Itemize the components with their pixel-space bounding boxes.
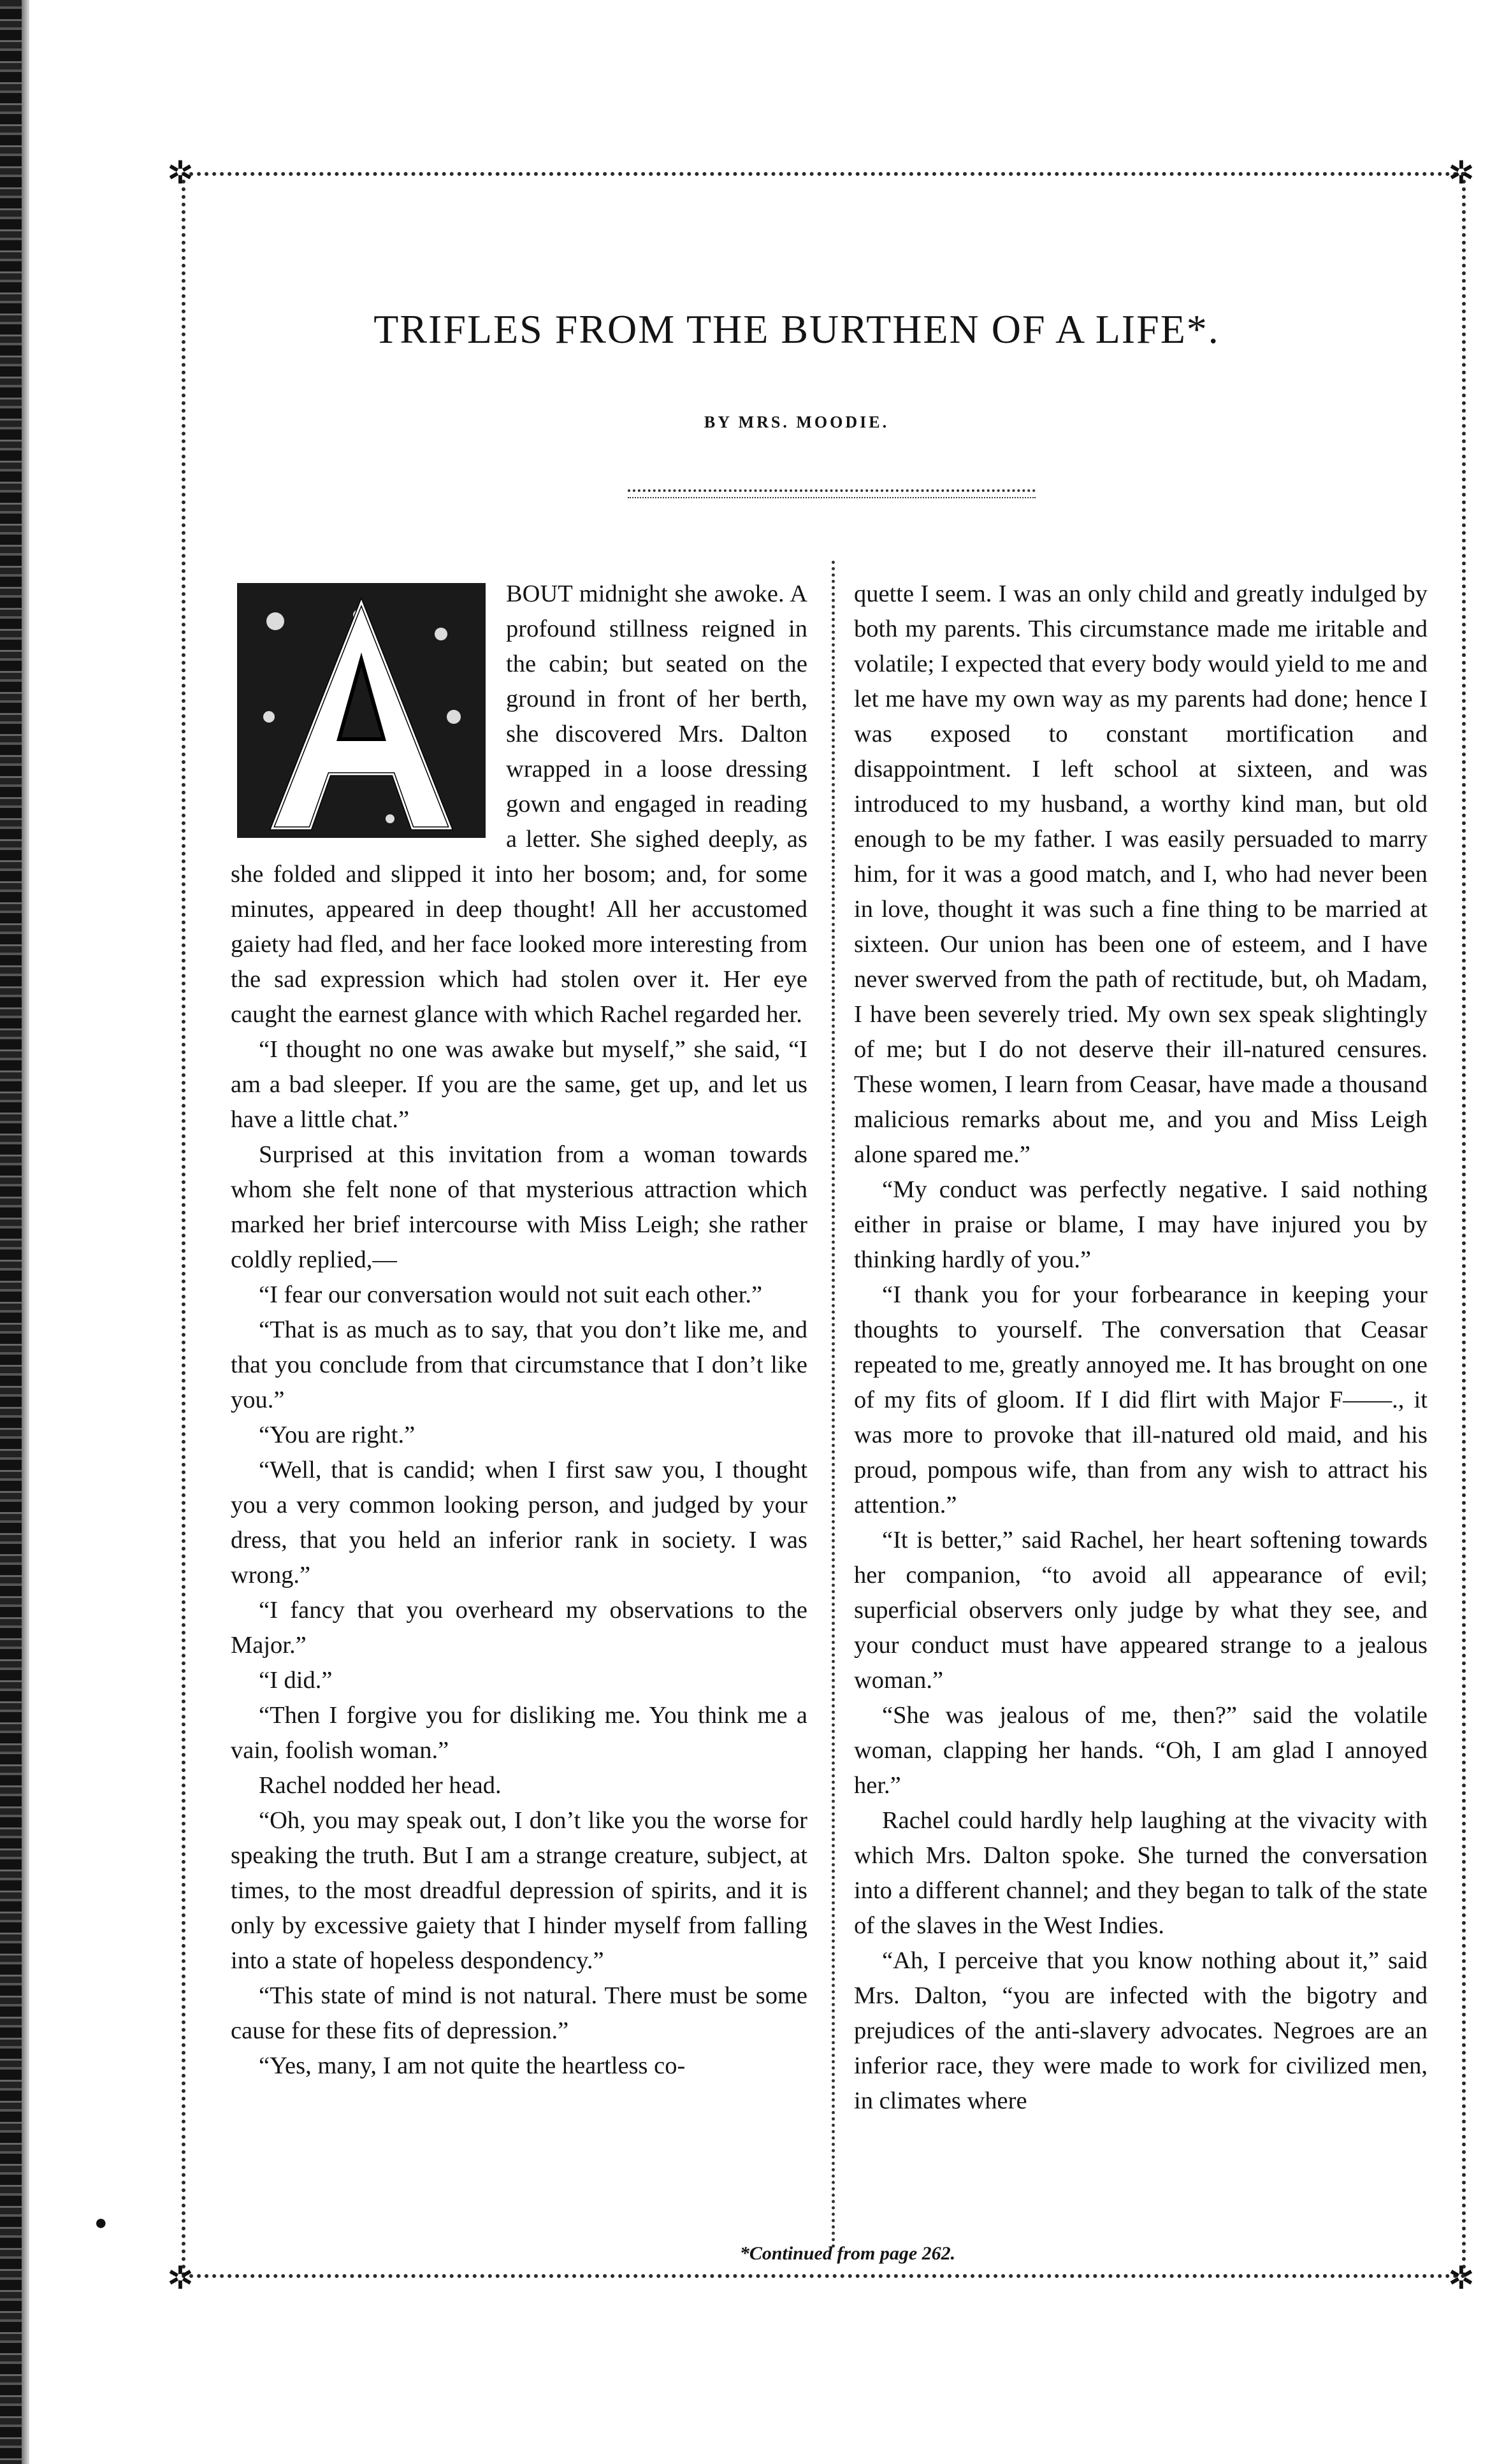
paragraph: BOUT midnight she awoke. A profound stillness reigned in the cabin; but seated on the ground in front of her berth, she discovered Mrs. Dalton wrapped in a loose dressing gown and engaged in reading a letter. She sighed deeply, as she folded and slipped it into her bosom; and, for some minutes, appeared in deep thought! All her accustomed gaiety had fled, and her face looked more interesting from the sad expression which had stolen over it. Her eye caught the earnest glance with which Rachel regarded her. — [231, 580, 807, 1028]
page-gutter-shadow — [22, 0, 29, 2464]
ink-blot: ● — [94, 2211, 108, 2235]
paragraph: “This state of mind is not natural. There must be some cause for these fits of depression.” — [231, 1982, 807, 2044]
paragraph: “Well, that is candid; when I first saw you, I thought you a very common looking person, and judged by your dress, that you held an inferior rank in society. I was wrong.” — [231, 1457, 807, 1589]
paragraph: “That is as much as to say, that you don’t like me, and that you conclude from that circumstance that I don’t like you.” — [231, 1316, 807, 1413]
paragraph: “My conduct was perfectly negative. I said nothing either in praise or blame, I may have injured you by thinking hardly of you.” — [854, 1176, 1428, 1273]
paragraph: “You are right.” — [259, 1422, 416, 1448]
paragraph: Surprised at this invitation from a woman towards whom she felt none of that mysterious attraction which marked her brief intercourse with Miss Leigh; she rather coldly replied,— — [231, 1141, 807, 1273]
article-title: TRIFLES FROM THE BURTHEN OF A LIFE*. — [373, 306, 1220, 352]
paragraph: “I fancy that you overheard my observations to the Major.” — [231, 1597, 807, 1659]
corner-ornament-top-left: ✲ — [167, 155, 194, 191]
paragraph: “I did.” — [259, 1667, 333, 1694]
paragraph: “It is better,” said Rachel, her heart softening towards her companion, “to avoid all appearance of evil; superficial observers only judge by what they see, and your conduct must have appeared strange to a jealous woman.” — [854, 1527, 1428, 1694]
article-author: BY MRS. MOODIE. — [704, 413, 890, 431]
paragraph: quette I seem. I was an only child and greatly indulged by both my parents. This circumstance made me iritable and volatile; I expected that every body would yield to me and let me have my own way as my parents had done; hence I was exposed to constant mortification and disappointment. I left school at sixteen, and was introduced to my husband, a worthy kind man, but old enough to be my father. I was easily persuaded to marry him, for it was a good match, and I, who had never been in love, thought it was such a fine thing to be married at sixteen. Our union has been one of esteem, and I have never swerved from the path of rectitude, but, oh Madam, I have been severely tried. My own sex speak slightingly of me; but I do not deserve their ill-natured censures. These women, I learn from Ceasar, have made a thousand malicious remarks about me, and you and Miss Leigh alone spared me.” — [854, 580, 1428, 1168]
paragraph: “Oh, you may speak out, I don’t like you the worse for speaking the truth. But I am a strange creature, subject, at times, to the most dreadful depression of spirits, and it is only by excessive gaiety that I hinder myself from falling into a state of hopeless despondency.” — [231, 1807, 807, 1974]
corner-ornament-bottom-left: ✲ — [167, 2260, 194, 2296]
paragraph: Rachel could hardly help laughing at the vivacity with which Mrs. Dalton spoke. She turned the conversation into a different channel; and they began to talk of the state of the slaves in the West Indies. — [854, 1807, 1428, 1939]
right-column — [854, 577, 1428, 2240]
paragraph: Rachel nodded her head. — [259, 1772, 502, 1799]
corner-ornament-bottom-right: ✲ — [1448, 2260, 1475, 2296]
corner-ornament-top-right: ✲ — [1448, 155, 1475, 191]
drop-cap-letter-a-icon — [231, 577, 492, 844]
column-divider — [832, 561, 835, 2249]
drop-cap-illustration — [231, 577, 492, 844]
book-binding-edge — [0, 0, 22, 2464]
paragraph: “Ah, I perceive that you know nothing about it,” said Mrs. Dalton, “you are infected with the bigotry and prejudices of the anti-slavery advocates. Negroes are an inferior race, they were made to work for civilized men, in climates where — [854, 1947, 1428, 2114]
footnote: *Continued from page 262. — [739, 2243, 956, 2264]
title-rule-ornament — [628, 489, 1036, 498]
left-column — [231, 577, 807, 2240]
paragraph: “She was jealous of me, then?” said the volatile woman, clapping her hands. “Oh, I am glad I annoyed her.” — [854, 1702, 1428, 1799]
paragraph: “Yes, many, I am not quite the heartless co- — [259, 2052, 686, 2079]
paragraph: “I fear our conversation would not suit each other.” — [259, 1281, 763, 1308]
paragraph: “Then I forgive you for disliking me. You think me a vain, foolish woman.” — [231, 1702, 807, 1764]
paragraph: “I thank you for your forbearance in keeping your thoughts to yourself. The conversation that Ceasar repeated to me, greatly annoyed me. It has brought on one of my fits of gloom. If I did flirt with Major F——., it was more to provoke that ill-natured old maid, and his proud, pompous wife, than from any wish to attract his attention.” — [854, 1281, 1428, 1518]
paragraph: “I thought no one was awake but myself,” she said, “I am a bad sleeper. If you are the same, get up, and let us have a little chat.” — [231, 1036, 807, 1133]
